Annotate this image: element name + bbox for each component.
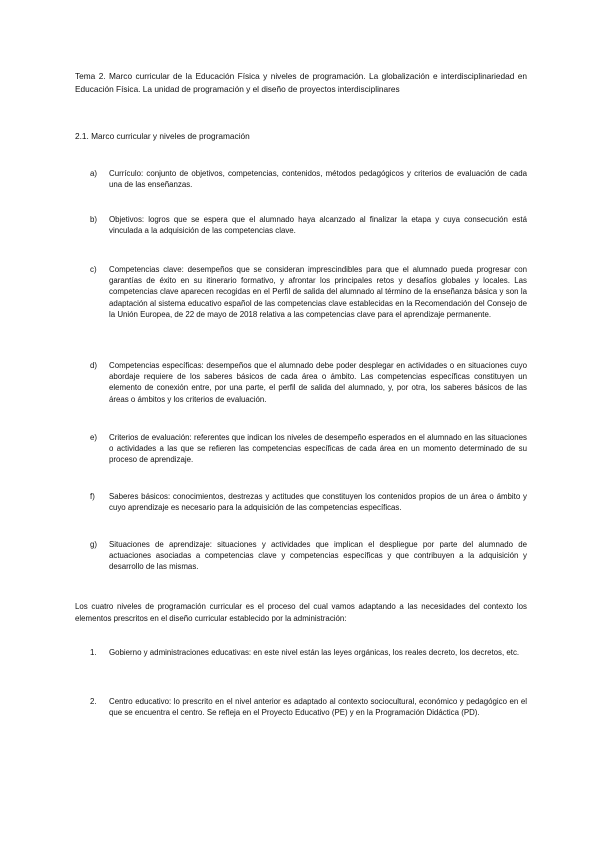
definition-text: Competencias clave: desempeños que se consideran imprescindibles para que el alumnado pueda progresar con garantías de éxito en su itinerario formativo, y afrontar los principales retos y desafíos globales y locales. Las competencias clave aparecen recogidas en el Perfil de salida del alumnado al término de la enseñanza básica y son la adaptación al sistema educativo español de las competencias clave establecidas en la Recomendación del Consejo de la Unión Europea, de 22 de mayo de 2018 relativa a las competencias clave para el aprendizaje permanente. (109, 265, 527, 319)
level-item (90, 696, 527, 718)
list-marker: f) (90, 492, 95, 501)
intro-paragraph: Los cuatro niveles de programación curricular es el proceso del cual vamos adaptando a las necesidades del contexto los elementos prescritos en el diseño curricular establecido por la administración: (75, 602, 527, 623)
list-marker: g) (90, 540, 98, 549)
definition-text: Situaciones de aprendizaje: situaciones y actividades que implican el despliegue por parte del alumnado de actuaciones asociadas a competencias clave y competencias específicas y que contribuyen a la adquisición y desarrollo de las mismas. (109, 540, 527, 572)
level-text: Gobierno y administraciones educativas: en este nivel están las leyes orgánicas, los reales decreto, los decretos, etc. (109, 648, 520, 657)
definition-item (90, 264, 527, 320)
definition-item (90, 539, 527, 573)
definition-item (90, 168, 527, 190)
level-item (90, 647, 527, 658)
list-marker: e) (90, 433, 98, 442)
document-title: Tema 2. Marco curricular de la Educación Física y niveles de programación. La globalización e interdisciplinariedad en Educación Física. La unidad de programación y el diseño de proyectos interdisciplinares (75, 71, 527, 94)
list-marker: 2. (90, 697, 97, 706)
definition-text: Saberes básicos: conocimientos, destrezas y actitudes que constituyen los contenidos propios de un área o ámbito y cuyo aprendizaje es necesario para la adquisición de las competencias específicas. (109, 492, 527, 513)
list-marker: d) (90, 361, 98, 370)
definition-text: Criterios de evaluación: referentes que indican los niveles de desempeño esperados en el alumnado en las situaciones o actividades a las que se refieren las competencias específicas de cada área en un momento determinado de su proceso de aprendizaje. (109, 433, 527, 465)
definition-item (90, 214, 527, 236)
list-marker: c) (90, 265, 97, 274)
list-marker: a) (90, 169, 98, 178)
definition-item (90, 432, 527, 466)
definition-text: Currículo: conjunto de objetivos, competencias, contenidos, métodos pedagógicos y criterios de evaluación de cada una de las enseñanzas. (109, 169, 527, 190)
definition-text: Competencias específicas: desempeños que el alumnado debe poder desplegar en actividades o en situaciones cuyo abordaje requiere de los saberes básicos de cada área o ámbito. Las competencias específicas constituyen un elemento de conexión entre, por una parte, el perfil de salida del alumnado, y, por otra, los saberes básicos de las áreas o ámbitos y los criterios de evaluación. (109, 361, 527, 404)
definition-item (90, 491, 527, 513)
list-marker: 1. (90, 648, 97, 657)
list-marker: b) (90, 215, 98, 224)
definition-item (90, 360, 527, 405)
section-heading: 2.1. Marco curricular y niveles de programación (75, 131, 250, 141)
definition-text: Objetivos: logros que se espera que el alumnado haya alcanzado al finalizar la etapa y cuya consecución está vinculada a la adquisición de las competencias clave. (109, 215, 527, 236)
level-text: Centro educativo: lo prescrito en el nivel anterior es adaptado al contexto sociocultural, económico y pedagógico en el que se encuentra el centro. Se refleja en el Proyecto Educativo (PE) y en la Programación Didáctica (PD). (109, 697, 527, 718)
